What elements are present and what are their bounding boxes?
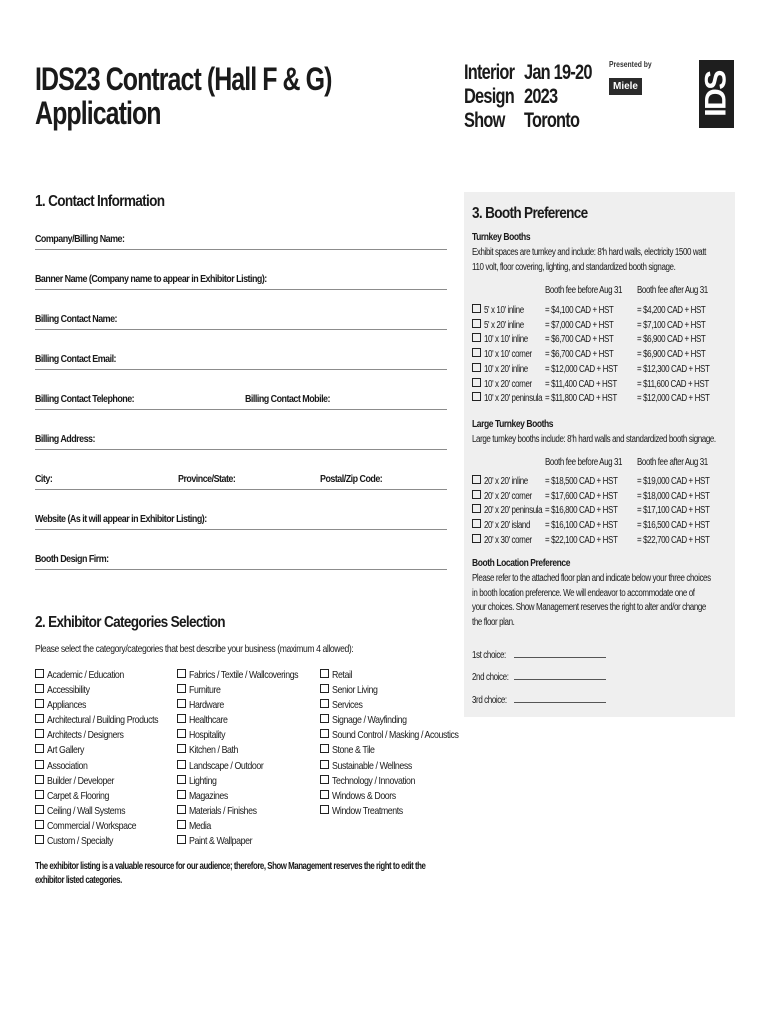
booth-fee-before: = $22,100 CAD + HST: [545, 534, 618, 546]
turnkey-table: [472, 304, 710, 407]
booth-size: 10' x 10' inline: [484, 334, 528, 346]
category-item[interactable]: [320, 743, 483, 758]
booth-option[interactable]: [472, 519, 710, 534]
category-item[interactable]: [320, 774, 483, 789]
website-field[interactable]: [35, 529, 447, 530]
large-turnkey-title: Large Turnkey Booths: [472, 419, 554, 430]
checkbox[interactable]: [35, 760, 44, 769]
category-label: Hospitality: [189, 729, 226, 742]
banner-label: Banner Name (Company name to appear in Exhibitor Listing):: [35, 273, 267, 285]
category-label: Hardware: [189, 699, 224, 712]
category-label: Sustainable / Wellness: [332, 759, 412, 772]
booth-option[interactable]: [472, 490, 710, 505]
booth-size: 5' x 10' inline: [484, 305, 524, 316]
second-choice-label: 2nd choice:: [472, 672, 509, 683]
checkbox[interactable]: [177, 669, 186, 678]
category-item[interactable]: [35, 819, 179, 834]
category-item[interactable]: [35, 698, 179, 713]
date-line-2: 2023: [524, 85, 558, 108]
checkbox[interactable]: [472, 319, 481, 328]
category-label: Signage / Wayfinding: [332, 714, 407, 727]
checkbox[interactable]: [320, 790, 329, 799]
checkbox[interactable]: [472, 392, 481, 401]
city-field[interactable]: [35, 489, 447, 490]
category-item[interactable]: [35, 683, 179, 698]
first-choice: [472, 648, 606, 664]
booth-fee-before: = $17,600 CAD + HST: [545, 490, 618, 502]
category-label: Commercial / Workspace: [47, 819, 137, 832]
province-label: Province/State:: [178, 473, 236, 485]
turnkey-desc-line-1: Exhibit spaces are turnkey and include: 8'h hard walls, electricity 1500 watt: [472, 247, 706, 258]
show-word-3: Show: [464, 109, 505, 132]
city-label: City:: [35, 473, 53, 485]
booth-fee-before: = $4,100 CAD + HST: [545, 305, 614, 316]
checkbox[interactable]: [472, 519, 481, 528]
booth-fee-before: = $12,000 CAD + HST: [545, 363, 618, 375]
checkbox[interactable]: [320, 805, 329, 814]
checkbox[interactable]: [177, 744, 186, 753]
email-label: Billing Contact Email:: [35, 353, 117, 365]
category-label: Paint & Wallpaper: [189, 835, 253, 848]
email-field[interactable]: [35, 369, 447, 370]
design-firm-field[interactable]: [35, 569, 447, 570]
checkbox[interactable]: [177, 820, 186, 829]
third-choice-field[interactable]: [514, 693, 606, 703]
checkbox[interactable]: [35, 790, 44, 799]
booth-fee-after: = $16,500 CAD + HST: [637, 520, 710, 532]
category-label: Healthcare: [189, 714, 228, 727]
category-label: Retail: [332, 669, 353, 681]
checkbox[interactable]: [320, 760, 329, 769]
category-label: Art Gallery: [47, 744, 85, 757]
title-line-2: Application: [35, 95, 161, 131]
billing-name-field[interactable]: [35, 329, 447, 330]
category-item[interactable]: [35, 713, 179, 728]
booth-option[interactable]: [472, 392, 710, 407]
category-item[interactable]: [320, 683, 483, 698]
booth-size: 20' x 20' inline: [484, 476, 528, 487]
checkbox[interactable]: [472, 348, 481, 357]
booth-option[interactable]: [472, 319, 706, 334]
large-fee-before-header: Booth fee before Aug 31: [545, 457, 623, 468]
category-item[interactable]: [177, 683, 319, 698]
checkbox[interactable]: [472, 363, 481, 372]
checkbox[interactable]: [35, 699, 44, 708]
location-desc-line-2: in booth location preference. We will endeavor to accommodate one of: [472, 587, 695, 599]
contact-heading: 1. Contact Information: [35, 193, 165, 210]
booth-fee-after: = $12,300 CAD + HST: [637, 363, 710, 375]
booth-size: 10' x 20' inline: [484, 363, 528, 375]
categories-col-2: [177, 668, 319, 849]
category-label: Carpet & Flooring: [47, 789, 109, 802]
location-title: Booth Location Preference: [472, 558, 571, 569]
booth-option[interactable]: [472, 475, 710, 490]
address-field[interactable]: [35, 449, 447, 450]
category-label: Association: [47, 759, 88, 772]
turnkey-desc-line-2: 110 volt, floor covering, lighting, and standardized booth signage.: [472, 261, 676, 273]
booth-option[interactable]: [472, 504, 710, 519]
website-label: Website (As it will appear in Exhibitor Listing):: [35, 513, 207, 525]
checkbox[interactable]: [35, 835, 44, 844]
category-item[interactable]: [320, 789, 483, 804]
checkbox[interactable]: [472, 378, 481, 387]
category-label: Ceiling / Wall Systems: [47, 804, 126, 817]
category-label: Services: [332, 699, 363, 712]
turnkey-title: Turnkey Booths: [472, 232, 531, 243]
first-choice-label: 1st choice:: [472, 650, 506, 661]
show-word-2: Design: [464, 85, 514, 108]
large-turnkey-table: [472, 475, 710, 549]
checkbox[interactable]: [320, 699, 329, 708]
checkbox[interactable]: [320, 744, 329, 753]
postal-label: Postal/Zip Code:: [320, 473, 383, 485]
company-field[interactable]: [35, 249, 447, 250]
checkbox[interactable]: [35, 669, 44, 678]
category-item[interactable]: [177, 713, 319, 728]
category-item[interactable]: [177, 759, 319, 774]
booth-option[interactable]: [472, 363, 710, 378]
categories-instruction: Please select the category/categories that best describe your business (maximum 4 allowed):: [35, 643, 354, 655]
category-label: Materials / Finishes: [189, 804, 257, 817]
category-label: Fabrics / Textile / Wallcoverings: [189, 669, 299, 681]
first-choice-field[interactable]: [514, 648, 606, 658]
booth-size: 10' x 10' corner: [484, 349, 532, 361]
date-line-1: Jan 19-20: [524, 61, 592, 84]
checkbox[interactable]: [472, 534, 481, 543]
category-label: Furniture: [189, 684, 221, 697]
address-label: Billing Address:: [35, 433, 95, 445]
third-choice: [472, 693, 606, 709]
large-turnkey-desc: Large turnkey booths include: 8'h hard walls and standardized booth signage.: [472, 434, 716, 445]
checkbox[interactable]: [35, 729, 44, 738]
title-line-1: IDS23 Contract (Hall F & G): [35, 61, 332, 97]
booth-fee-after: = $6,900 CAD + HST: [637, 334, 706, 346]
booth-option[interactable]: [472, 348, 706, 363]
category-label: Sound Control / Masking / Acoustics: [332, 729, 459, 742]
category-item[interactable]: [320, 698, 483, 713]
checkbox[interactable]: [472, 333, 481, 342]
category-label: Builder / Developer: [47, 774, 115, 787]
checkbox[interactable]: [177, 714, 186, 723]
location-desc-line-4: the floor plan.: [472, 617, 515, 629]
booth-size: 20' x 20' corner: [484, 490, 532, 502]
category-label: Accessibility: [47, 684, 90, 697]
category-label: Kitchen / Bath: [189, 744, 239, 757]
booth-size: 5' x 20' inline: [484, 319, 524, 331]
checkbox[interactable]: [177, 790, 186, 799]
categories-note: [35, 860, 529, 888]
checkbox[interactable]: [320, 714, 329, 723]
second-choice: [472, 670, 606, 686]
category-item[interactable]: [320, 804, 483, 819]
categories-col-1: [35, 668, 179, 849]
category-item[interactable]: [320, 759, 483, 774]
checkbox[interactable]: [320, 775, 329, 784]
category-label: Window Treatments: [332, 804, 403, 817]
category-item[interactable]: [35, 774, 179, 789]
sponsor-name: Miele: [612, 81, 638, 92]
booth-size: 20' x 20' peninsula: [484, 505, 543, 517]
booth-fee-before: = $18,500 CAD + HST: [545, 476, 618, 487]
category-item[interactable]: [35, 759, 179, 774]
booth-fee-before: = $6,700 CAD + HST: [545, 349, 614, 361]
booth-fee-after: = $22,700 CAD + HST: [637, 534, 710, 546]
booth-size: 20' x 30' corner: [484, 534, 532, 546]
category-label: Media: [189, 819, 211, 832]
category-label: Custom / Specialty: [47, 835, 113, 848]
category-label: Appliances: [47, 699, 86, 712]
company-label: Company/Billing Name:: [35, 233, 125, 245]
location-desc: [472, 572, 770, 631]
location-desc-line-1: Please refer to the attached floor plan and indicate below your three choices: [472, 573, 711, 584]
category-item[interactable]: [177, 774, 319, 789]
booth-size: 20' x 20' island: [484, 520, 531, 532]
booth-fee-after: = $7,100 CAD + HST: [637, 319, 706, 331]
ids-logo-text: IDS: [699, 71, 733, 117]
mobile-label: Billing Contact Mobile:: [245, 393, 330, 405]
large-fee-after-header: Booth fee after Aug 31: [637, 457, 708, 468]
category-item[interactable]: [320, 668, 483, 683]
checkbox[interactable]: [177, 729, 186, 738]
category-item[interactable]: [177, 789, 319, 804]
fee-after-header: Booth fee after Aug 31: [637, 285, 708, 296]
show-word-1: Interior: [464, 61, 515, 84]
third-choice-label: 3rd choice:: [472, 695, 507, 706]
checkbox[interactable]: [177, 760, 186, 769]
booth-size: 10' x 20' corner: [484, 378, 532, 390]
booth-fee-after: = $18,000 CAD + HST: [637, 490, 710, 502]
page-title: [35, 62, 415, 130]
category-item[interactable]: [35, 728, 179, 743]
turnkey-desc: [472, 246, 764, 275]
checkbox[interactable]: [320, 669, 329, 678]
location-desc-line-3: your choices. Show Management reserves the right to alter and/or change: [472, 602, 706, 614]
booth-option[interactable]: [472, 534, 710, 549]
fee-before-header: Booth fee before Aug 31: [545, 285, 623, 296]
design-firm-label: Booth Design Firm:: [35, 553, 109, 565]
category-item[interactable]: [177, 819, 319, 834]
booth-option[interactable]: [472, 304, 706, 319]
note-line-2: exhibitor listed categories.: [35, 875, 122, 886]
booth-size: 10' x 20' peninsula: [484, 393, 543, 405]
booth-fee-after: = $17,100 CAD + HST: [637, 505, 710, 517]
category-item[interactable]: [177, 804, 319, 819]
booth-fee-before: = $11,800 CAD + HST: [545, 393, 617, 405]
category-label: Academic / Education: [47, 669, 124, 681]
checkbox[interactable]: [472, 490, 481, 499]
category-label: Senior Living: [332, 684, 378, 697]
category-item[interactable]: [35, 804, 179, 819]
category-item[interactable]: [35, 789, 179, 804]
checkbox[interactable]: [35, 820, 44, 829]
checkbox[interactable]: [35, 805, 44, 814]
presented-by: Presented by: [609, 60, 652, 69]
booth-fee-before: = $11,400 CAD + HST: [545, 378, 617, 390]
booth-option[interactable]: [472, 333, 706, 348]
category-label: Landscape / Outdoor: [189, 759, 264, 772]
billing-name-label: Billing Contact Name:: [35, 313, 118, 325]
sponsor-logo: [609, 78, 642, 95]
date-line-3: Toronto: [524, 109, 580, 132]
booth-fee-before: = $7,000 CAD + HST: [545, 319, 614, 331]
categories-heading: 2. Exhibitor Categories Selection: [35, 614, 225, 631]
booth-fee-after: = $19,000 CAD + HST: [637, 476, 710, 487]
category-item[interactable]: [177, 743, 319, 758]
checkbox[interactable]: [177, 684, 186, 693]
checkbox[interactable]: [35, 775, 44, 784]
ids-logo: [699, 60, 734, 128]
checkbox[interactable]: [472, 475, 481, 484]
telephone-field[interactable]: [35, 409, 447, 410]
category-item[interactable]: [35, 743, 179, 758]
category-label: Magazines: [189, 789, 228, 802]
category-item[interactable]: [320, 728, 483, 743]
category-label: Architects / Designers: [47, 729, 124, 742]
checkbox[interactable]: [177, 699, 186, 708]
category-label: Architectural / Building Products: [47, 714, 159, 727]
category-item[interactable]: [320, 713, 483, 728]
category-label: Stone & Tile: [332, 744, 375, 757]
checkbox[interactable]: [472, 304, 481, 313]
checkbox[interactable]: [35, 714, 44, 723]
checkbox[interactable]: [177, 775, 186, 784]
telephone-label: Billing Contact Telephone:: [35, 393, 135, 405]
checkbox[interactable]: [177, 805, 186, 814]
second-choice-field[interactable]: [514, 670, 606, 680]
category-item[interactable]: [177, 834, 319, 849]
category-item[interactable]: [35, 834, 179, 849]
show-name: [464, 61, 528, 133]
checkbox[interactable]: [177, 835, 186, 844]
booth-option[interactable]: [472, 378, 709, 393]
category-label: Windows & Doors: [332, 789, 396, 802]
category-item[interactable]: [35, 668, 179, 683]
category-item[interactable]: [177, 728, 319, 743]
category-item[interactable]: [177, 668, 319, 683]
banner-field[interactable]: [35, 289, 447, 290]
categories-col-3: [320, 668, 483, 819]
booth-fee-before: = $16,800 CAD + HST: [545, 505, 618, 517]
note-line-1: The exhibitor listing is a valuable resource for our audience; therefore, Show Management reserves the right to edit the: [35, 861, 426, 872]
booth-fee-after: = $6,900 CAD + HST: [637, 349, 706, 361]
booth-fee-after: = $4,200 CAD + HST: [637, 305, 706, 316]
checkbox[interactable]: [320, 684, 329, 693]
booth-fee-after: = $11,600 CAD + HST: [637, 378, 709, 390]
booth-fee-before: = $6,700 CAD + HST: [545, 334, 614, 346]
checkbox[interactable]: [320, 729, 329, 738]
category-item[interactable]: [177, 698, 319, 713]
category-label: Technology / Innovation: [332, 774, 416, 787]
booth-fee-before: = $16,100 CAD + HST: [545, 520, 618, 532]
show-date: [524, 61, 611, 133]
booth-heading: 3. Booth Preference: [472, 205, 588, 222]
checkbox[interactable]: [472, 504, 481, 513]
checkbox[interactable]: [35, 744, 44, 753]
category-label: Lighting: [189, 774, 217, 787]
checkbox[interactable]: [35, 684, 44, 693]
booth-fee-after: = $12,000 CAD + HST: [637, 393, 710, 405]
